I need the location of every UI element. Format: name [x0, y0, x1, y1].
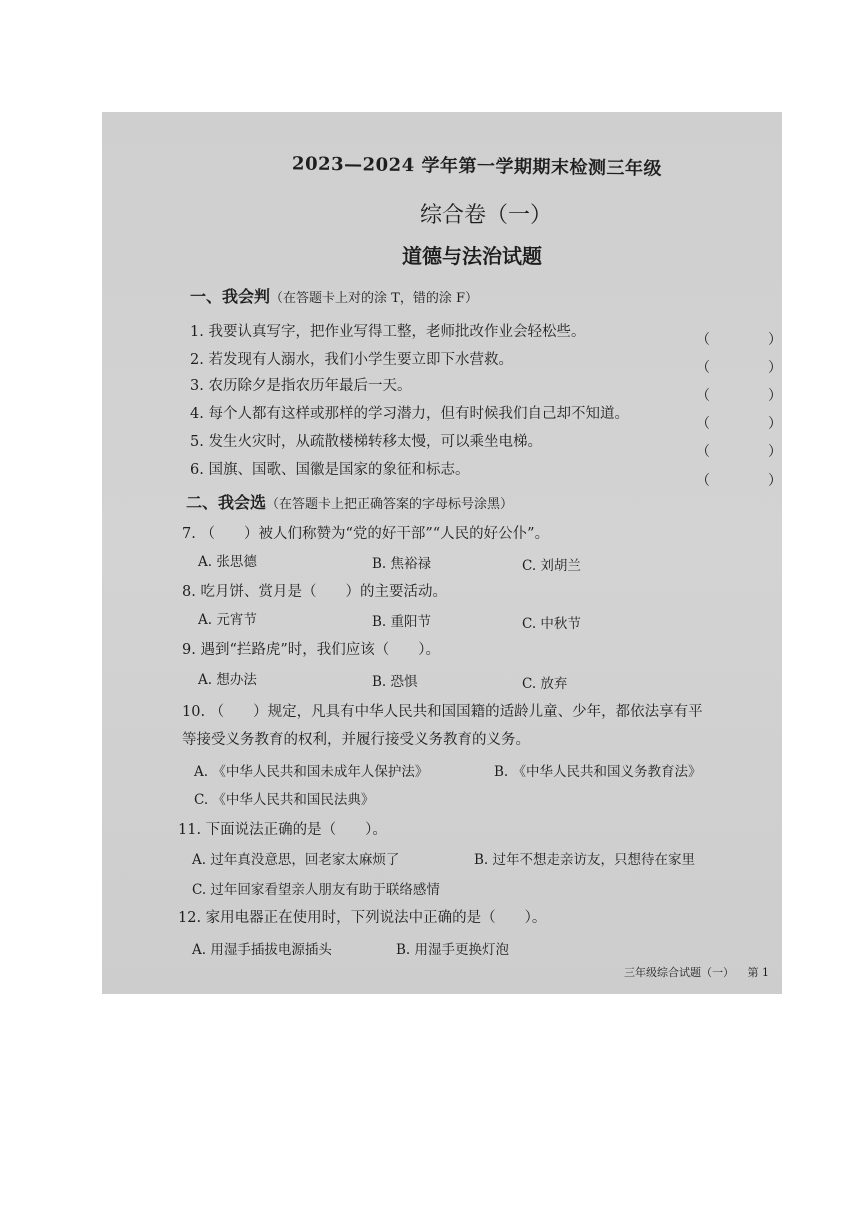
judge-blank-3: （ ） [696, 388, 804, 404]
q9-option-c: C. 放弃 [522, 676, 568, 692]
q8-option-a: A. 元宵节 [198, 612, 257, 628]
q10-stem-line2: 等接受义务教育的权利，并履行接受义务教育的义务。 [182, 732, 530, 748]
q9-option-a: A. 想办法 [198, 672, 257, 688]
q11-stem: 11. 下面说法正确的是（ ）。 [178, 822, 387, 838]
q9-option-b: B. 恐惧 [372, 674, 418, 690]
judge-blank-1: （ ） [696, 332, 804, 348]
q12-option-a: A. 用湿手插拔电源插头 [192, 942, 332, 958]
q11-option-b: B. 过年不想走亲访友，只想待在家里 [474, 852, 696, 868]
section1-heading [190, 284, 478, 307]
section2-heading [186, 490, 513, 513]
exam-subtitle: 综合卷（一） [420, 203, 553, 228]
q10-option-b: B. 《中华人民共和国义务教育法》 [494, 764, 702, 780]
q8-option-c: C. 中秋节 [522, 616, 581, 632]
judge-item-2: 2. 若发现有人溺水，我们小学生要立即下水营救。 [190, 352, 513, 368]
q10-option-a: A. 《中华人民共和国未成年人保护法》 [194, 764, 429, 780]
judge-item-5: 5. 发生火灾时，从疏散楼梯转移太慢，可以乘坐电梯。 [190, 434, 542, 450]
judge-item-3: 3. 农历除夕是指农历年最后一天。 [190, 378, 412, 394]
q8-option-b: B. 重阳节 [372, 614, 432, 630]
q12-stem: 12. 家用电器正在使用时，下列说法中正确的是（ ）。 [178, 910, 547, 926]
q7-option-b: B. 焦裕禄 [372, 556, 432, 572]
exam-paper-photo [102, 112, 804, 994]
q10-stem-line1: 10. （ ）规定，凡具有中华人民共和国国籍的适龄儿童、少年，都依法享有平 [182, 704, 703, 720]
subject-title: 道德与法治试题 [402, 244, 542, 268]
judge-item-6: 6. 国旗、国歌、国徽是国家的象征和标志。 [190, 462, 470, 478]
section1-title: 一、我会判 [190, 287, 271, 306]
q9-stem: 9. 遇到“拦路虎”时，我们应该（ ）。 [182, 642, 441, 658]
exam-title: 2023—2024 学年第一学期期末检测三年级 [291, 153, 663, 180]
q7-stem: 7. （ ）被人们称赞为“党的好干部”“人民的好公仆”。 [182, 526, 550, 542]
section1-note: （在答题卡上对的涂 T，错的涂 F） [270, 291, 478, 306]
q7-option-a: A. 张思德 [198, 554, 257, 570]
judge-blank-5: （ ） [696, 444, 804, 460]
footer-page: 第 1 [747, 966, 769, 979]
q10-option-c: C. 《中华人民共和国民法典》 [194, 792, 375, 808]
q11-option-a: A. 过年真没意思，回老家太麻烦了 [192, 852, 400, 868]
judge-blank-6: （ ） [696, 473, 804, 489]
judge-blank-4: （ ） [696, 416, 804, 432]
judge-item-4: 4. 每个人都有这样或那样的学习潜力，但有时候我们自己却不知道。 [190, 406, 629, 422]
q8-stem: 8. 吃月饼、赏月是（ ）的主要活动。 [182, 584, 447, 600]
section2-note: （在答题卡上把正确答案的字母标号涂黑） [266, 497, 514, 512]
q7-option-c: C. 刘胡兰 [522, 558, 581, 574]
judge-blank-2: （ ） [696, 360, 804, 376]
q11-option-c: C. 过年回家看望亲人朋友有助于联络感情 [192, 882, 440, 898]
q12-option-b: B. 用湿手更换灯泡 [396, 942, 510, 958]
footer-text: 三年级综合试题（一） [624, 966, 734, 979]
section2-title: 二、我会选 [186, 493, 267, 512]
page-footer [624, 964, 769, 980]
judge-item-1: 1. 我要认真写字，把作业写得工整，老师批改作业会轻松些。 [190, 324, 586, 340]
